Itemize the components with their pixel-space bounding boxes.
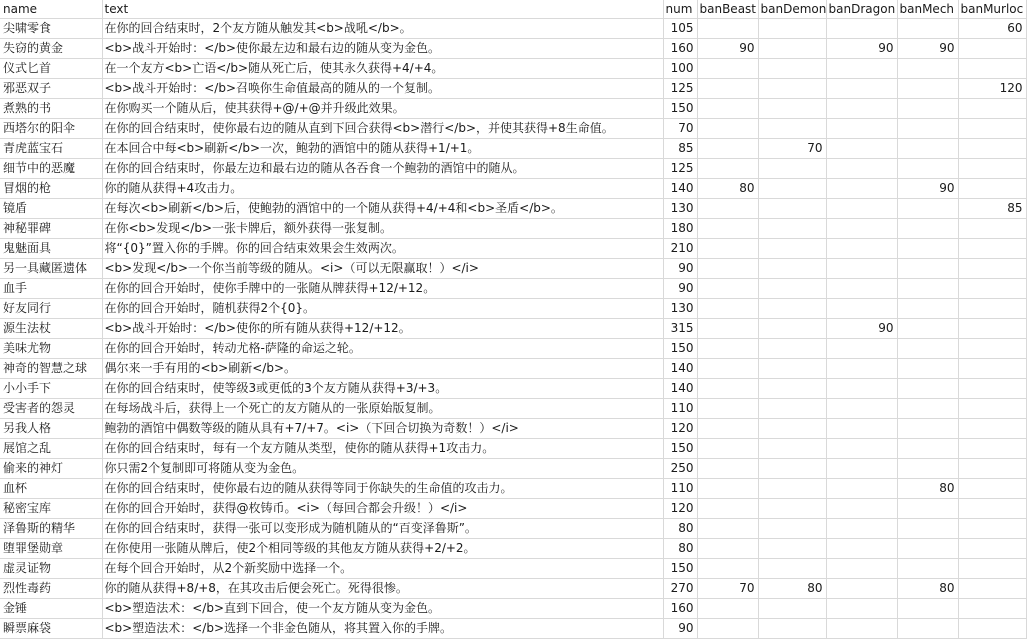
ban-dragon-cell[interactable] xyxy=(826,99,897,119)
name-cell[interactable]: 金锤 xyxy=(0,599,102,619)
ban-beast-cell[interactable] xyxy=(697,519,758,539)
text-cell[interactable]: 将“{0}”置入你的手牌。你的回合结束效果会生效两次。 xyxy=(102,239,663,259)
ban-mech-cell[interactable] xyxy=(897,339,958,359)
ban-demon-cell[interactable] xyxy=(758,19,826,39)
ban-demon-cell[interactable] xyxy=(758,459,826,479)
ban-demon-cell[interactable] xyxy=(758,59,826,79)
ban-murloc-cell[interactable] xyxy=(958,359,1026,379)
ban-dragon-cell[interactable] xyxy=(826,259,897,279)
ban-demon-cell[interactable] xyxy=(758,319,826,339)
table-row xyxy=(0,339,1026,359)
ban-demon-cell[interactable] xyxy=(758,439,826,459)
ban-murloc-cell[interactable] xyxy=(958,119,1026,139)
ban-mech-cell[interactable] xyxy=(897,159,958,179)
ban-demon-cell[interactable] xyxy=(758,619,826,639)
ban-beast-cell[interactable] xyxy=(697,339,758,359)
text-cell[interactable]: 在你<b>发现</b>一张卡牌后，额外获得一张复制。 xyxy=(102,219,663,239)
ban-beast-cell[interactable] xyxy=(697,599,758,619)
ban-murloc-cell[interactable] xyxy=(958,379,1026,399)
name-cell[interactable]: 堕罪堡勋章 xyxy=(0,539,102,559)
ban-beast-cell[interactable] xyxy=(697,359,758,379)
text-cell[interactable]: 你的随从获得+8/+8，在其攻击后便会死亡。死得很惨。 xyxy=(102,579,663,599)
ban-dragon-cell[interactable] xyxy=(826,439,897,459)
num-cell[interactable]: 150 xyxy=(663,339,697,359)
name-cell[interactable]: 血手 xyxy=(0,279,102,299)
ban-dragon-cell[interactable] xyxy=(826,399,897,419)
ban-demon-cell[interactable] xyxy=(758,279,826,299)
table-row xyxy=(0,479,1026,499)
ban-demon-cell[interactable] xyxy=(758,99,826,119)
ban-murloc-cell[interactable] xyxy=(958,39,1026,59)
ban-dragon-cell[interactable] xyxy=(826,459,897,479)
ban-dragon-cell[interactable] xyxy=(826,19,897,39)
num-cell[interactable]: 90 xyxy=(663,279,697,299)
text-cell[interactable]: 在你购买一个随从后，使其获得+@/+@并升级此效果。 xyxy=(102,99,663,119)
ban-beast-cell[interactable] xyxy=(697,199,758,219)
ban-beast-cell[interactable] xyxy=(697,259,758,279)
name-cell[interactable]: 小小手下 xyxy=(0,379,102,399)
ban-murloc-cell[interactable] xyxy=(958,499,1026,519)
name-cell[interactable]: 偷来的神灯 xyxy=(0,459,102,479)
name-cell[interactable]: 鬼魅面具 xyxy=(0,239,102,259)
name-cell[interactable]: 虚灵证物 xyxy=(0,559,102,579)
num-cell[interactable]: 90 xyxy=(663,259,697,279)
ban-beast-cell[interactable] xyxy=(697,59,758,79)
ban-beast-cell[interactable] xyxy=(697,459,758,479)
text-cell[interactable]: 偶尔来一手有用的<b>刷新</b>。 xyxy=(102,359,663,379)
text-cell[interactable]: 在你的回合结束时，获得一张可以变形成为随机随从的“百变泽鲁斯”。 xyxy=(102,519,663,539)
text-cell[interactable]: 在你的回合结束时，使你最右边的随从直到下回合获得<b>潜行</b>，并使其获得+8生命值。 xyxy=(102,119,663,139)
ban-murloc-cell[interactable] xyxy=(958,299,1026,319)
table-row xyxy=(0,19,1026,39)
ban-murloc-cell[interactable]: 120 xyxy=(958,79,1026,99)
ban-dragon-cell[interactable]: 90 xyxy=(826,39,897,59)
table-row xyxy=(0,439,1026,459)
ban-dragon-cell[interactable] xyxy=(826,299,897,319)
ban-beast-cell[interactable]: 80 xyxy=(697,179,758,199)
ban-murloc-cell[interactable] xyxy=(958,479,1026,499)
ban-mech-cell[interactable] xyxy=(897,399,958,419)
num-cell[interactable]: 250 xyxy=(663,459,697,479)
ban-demon-cell[interactable] xyxy=(758,419,826,439)
table-row xyxy=(0,179,1026,199)
ban-dragon-cell[interactable] xyxy=(826,219,897,239)
num-cell[interactable]: 315 xyxy=(663,319,697,339)
num-cell[interactable]: 125 xyxy=(663,159,697,179)
column-header[interactable]: banBeast xyxy=(697,0,758,19)
ban-mech-cell[interactable]: 80 xyxy=(897,479,958,499)
ban-murloc-cell[interactable] xyxy=(958,579,1026,599)
name-cell[interactable]: 青虎蓝宝石 xyxy=(0,139,102,159)
column-header[interactable]: text xyxy=(102,0,663,19)
ban-dragon-cell[interactable]: 90 xyxy=(826,319,897,339)
table-row xyxy=(0,419,1026,439)
column-header[interactable]: banMech xyxy=(897,0,958,19)
ban-dragon-cell[interactable] xyxy=(826,159,897,179)
name-cell[interactable]: 美味尤物 xyxy=(0,339,102,359)
table-row xyxy=(0,539,1026,559)
text-cell[interactable]: 在每次<b>刷新</b>后，使鲍勃的酒馆中的一个随从获得+4/+4和<b>圣盾</b>。 xyxy=(102,199,663,219)
table-row xyxy=(0,279,1026,299)
ban-murloc-cell[interactable] xyxy=(958,99,1026,119)
name-cell[interactable]: 源生法杖 xyxy=(0,319,102,339)
ban-mech-cell[interactable]: 90 xyxy=(897,39,958,59)
ban-dragon-cell[interactable] xyxy=(826,519,897,539)
ban-beast-cell[interactable] xyxy=(697,379,758,399)
num-cell[interactable]: 150 xyxy=(663,439,697,459)
table-row xyxy=(0,519,1026,539)
ban-demon-cell[interactable] xyxy=(758,119,826,139)
ban-dragon-cell[interactable] xyxy=(826,59,897,79)
ban-demon-cell[interactable] xyxy=(758,539,826,559)
ban-murloc-cell[interactable] xyxy=(958,459,1026,479)
table-row xyxy=(0,619,1026,639)
ban-murloc-cell[interactable] xyxy=(958,619,1026,639)
name-cell[interactable]: 血杯 xyxy=(0,479,102,499)
table-row xyxy=(0,239,1026,259)
ban-murloc-cell[interactable] xyxy=(958,559,1026,579)
column-header[interactable]: banDragon xyxy=(826,0,897,19)
name-cell[interactable]: 尖啸零食 xyxy=(0,19,102,39)
text-cell[interactable]: 在你的回合结束时，你最左边和最右边的随从各吞食一个鲍勃的酒馆中的随从。 xyxy=(102,159,663,179)
ban-mech-cell[interactable] xyxy=(897,459,958,479)
ban-mech-cell[interactable] xyxy=(897,139,958,159)
table-row xyxy=(0,99,1026,119)
column-header[interactable]: banMurloc xyxy=(958,0,1026,19)
name-cell[interactable]: 好友同行 xyxy=(0,299,102,319)
ban-mech-cell[interactable] xyxy=(897,559,958,579)
ban-beast-cell[interactable] xyxy=(697,299,758,319)
ban-mech-cell[interactable] xyxy=(897,239,958,259)
num-cell[interactable]: 130 xyxy=(663,199,697,219)
ban-dragon-cell[interactable] xyxy=(826,79,897,99)
text-cell[interactable]: 在你的回合结束时，使你最右边的随从获得等同于你缺失的生命值的攻击力。 xyxy=(102,479,663,499)
ban-demon-cell[interactable] xyxy=(758,179,826,199)
text-cell[interactable]: 在一个友方<b>亡语</b>随从死亡后，使其永久获得+4/+4。 xyxy=(102,59,663,79)
table-row xyxy=(0,299,1026,319)
name-cell[interactable]: 仪式匕首 xyxy=(0,59,102,79)
num-cell[interactable]: 150 xyxy=(663,99,697,119)
ban-demon-cell[interactable] xyxy=(758,399,826,419)
ban-beast-cell[interactable] xyxy=(697,619,758,639)
ban-demon-cell[interactable] xyxy=(758,479,826,499)
ban-demon-cell[interactable] xyxy=(758,39,826,59)
ban-demon-cell[interactable] xyxy=(758,199,826,219)
table-row xyxy=(0,399,1026,419)
ban-demon-cell[interactable] xyxy=(758,599,826,619)
ban-beast-cell[interactable] xyxy=(697,539,758,559)
text-cell[interactable]: 在你的回合开始时，转动尤格-萨隆的命运之轮。 xyxy=(102,339,663,359)
num-cell[interactable]: 120 xyxy=(663,419,697,439)
name-cell[interactable]: 烈性毒药 xyxy=(0,579,102,599)
ban-dragon-cell[interactable] xyxy=(826,139,897,159)
name-cell[interactable]: 神奇的智慧之球 xyxy=(0,359,102,379)
ban-murloc-cell[interactable] xyxy=(958,159,1026,179)
num-cell[interactable]: 90 xyxy=(663,619,697,639)
ban-murloc-cell[interactable] xyxy=(958,319,1026,339)
table-row xyxy=(0,159,1026,179)
column-header[interactable]: banDemon xyxy=(758,0,826,19)
ban-murloc-cell[interactable]: 85 xyxy=(958,199,1026,219)
ban-beast-cell[interactable] xyxy=(697,559,758,579)
table-row xyxy=(0,259,1026,279)
ban-murloc-cell[interactable] xyxy=(958,279,1026,299)
num-cell[interactable]: 210 xyxy=(663,239,697,259)
ban-dragon-cell[interactable] xyxy=(826,379,897,399)
ban-beast-cell[interactable]: 90 xyxy=(697,39,758,59)
ban-murloc-cell[interactable] xyxy=(958,519,1026,539)
ban-dragon-cell[interactable] xyxy=(826,559,897,579)
text-cell[interactable]: 在你的回合结束时，使等级3或更低的3个友方随从获得+3/+3。 xyxy=(102,379,663,399)
table-row xyxy=(0,559,1026,579)
ban-mech-cell[interactable] xyxy=(897,259,958,279)
name-cell[interactable]: 受害者的怨灵 xyxy=(0,399,102,419)
ban-beast-cell[interactable] xyxy=(697,499,758,519)
ban-demon-cell[interactable] xyxy=(758,299,826,319)
ban-beast-cell[interactable] xyxy=(697,19,758,39)
ban-demon-cell[interactable] xyxy=(758,499,826,519)
text-cell[interactable]: 你只需2个复制即可将随从变为金色。 xyxy=(102,459,663,479)
name-cell[interactable]: 泽鲁斯的精华 xyxy=(0,519,102,539)
ban-beast-cell[interactable] xyxy=(697,239,758,259)
ban-mech-cell[interactable]: 80 xyxy=(897,579,958,599)
ban-dragon-cell[interactable] xyxy=(826,199,897,219)
ban-demon-cell[interactable]: 70 xyxy=(758,139,826,159)
text-cell[interactable]: <b>战斗开始时：</b>使你最左边和最右边的随从变为金色。 xyxy=(102,39,663,59)
ban-murloc-cell[interactable] xyxy=(958,399,1026,419)
ban-beast-cell[interactable] xyxy=(697,119,758,139)
ban-murloc-cell[interactable] xyxy=(958,439,1026,459)
text-cell[interactable]: 在每个回合开始时，从2个新奖励中选择一个。 xyxy=(102,559,663,579)
ban-dragon-cell[interactable] xyxy=(826,579,897,599)
text-cell[interactable]: <b>战斗开始时：</b>使你的所有随从获得+12/+12。 xyxy=(102,319,663,339)
name-cell[interactable]: 另我人格 xyxy=(0,419,102,439)
ban-demon-cell[interactable] xyxy=(758,519,826,539)
text-cell[interactable]: 在你的回合开始时，获得@枚铸币。<i>（每回合都会升级！）</i> xyxy=(102,499,663,519)
ban-murloc-cell[interactable] xyxy=(958,59,1026,79)
ban-mech-cell[interactable] xyxy=(897,219,958,239)
num-cell[interactable]: 110 xyxy=(663,399,697,419)
ban-dragon-cell[interactable] xyxy=(826,619,897,639)
ban-dragon-cell[interactable] xyxy=(826,279,897,299)
ban-demon-cell[interactable] xyxy=(758,359,826,379)
ban-mech-cell[interactable] xyxy=(897,79,958,99)
text-cell[interactable]: 在你使用一张随从牌后，使2个相同等级的其他友方随从获得+2/+2。 xyxy=(102,539,663,559)
ban-murloc-cell[interactable] xyxy=(958,419,1026,439)
num-cell[interactable]: 160 xyxy=(663,39,697,59)
table-row xyxy=(0,59,1026,79)
ban-mech-cell[interactable] xyxy=(897,319,958,339)
text-cell[interactable]: 在你的回合结束时，2个友方随从触发其<b>战吼</b>。 xyxy=(102,19,663,39)
ban-dragon-cell[interactable] xyxy=(826,599,897,619)
num-cell[interactable]: 120 xyxy=(663,499,697,519)
ban-murloc-cell[interactable] xyxy=(958,539,1026,559)
ban-murloc-cell[interactable] xyxy=(958,139,1026,159)
text-cell[interactable]: <b>塑造法术：</b>直到下回合，使一个友方随从变为金色。 xyxy=(102,599,663,619)
ban-mech-cell[interactable] xyxy=(897,619,958,639)
ban-mech-cell[interactable] xyxy=(897,279,958,299)
ban-beast-cell[interactable] xyxy=(697,79,758,99)
ban-mech-cell[interactable] xyxy=(897,599,958,619)
ban-beast-cell[interactable] xyxy=(697,139,758,159)
text-cell[interactable]: <b>塑造法术：</b>选择一个非金色随从，将其置入你的手牌。 xyxy=(102,619,663,639)
ban-beast-cell[interactable] xyxy=(697,159,758,179)
text-cell[interactable]: 鲍勃的酒馆中偶数等级的随从具有+7/+7。<i>（下回合切换为奇数！）</i> xyxy=(102,419,663,439)
name-cell[interactable]: 展馆之乱 xyxy=(0,439,102,459)
num-cell[interactable]: 105 xyxy=(663,19,697,39)
text-cell[interactable]: 在每场战斗后，获得上一个死亡的友方随从的一张原始版复制。 xyxy=(102,399,663,419)
name-cell[interactable]: 西塔尔的阳伞 xyxy=(0,119,102,139)
ban-beast-cell[interactable] xyxy=(697,439,758,459)
text-cell[interactable]: 你的随从获得+4攻击力。 xyxy=(102,179,663,199)
ban-mech-cell[interactable]: 90 xyxy=(897,179,958,199)
table-row xyxy=(0,79,1026,99)
text-cell[interactable]: 在本回合中每<b>刷新</b>一次，鲍勃的酒馆中的随从获得+1/+1。 xyxy=(102,139,663,159)
name-cell[interactable]: 失窃的黄金 xyxy=(0,39,102,59)
table-row xyxy=(0,459,1026,479)
ban-beast-cell[interactable] xyxy=(697,219,758,239)
table-row xyxy=(0,39,1026,59)
num-cell[interactable]: 180 xyxy=(663,219,697,239)
ban-mech-cell[interactable] xyxy=(897,199,958,219)
num-cell[interactable]: 80 xyxy=(663,519,697,539)
ban-dragon-cell[interactable] xyxy=(826,539,897,559)
ban-demon-cell[interactable] xyxy=(758,159,826,179)
ban-dragon-cell[interactable] xyxy=(826,499,897,519)
text-cell[interactable]: 在你的回合开始时，使你手牌中的一张随从牌获得+12/+12。 xyxy=(102,279,663,299)
ban-beast-cell[interactable] xyxy=(697,479,758,499)
ban-mech-cell[interactable] xyxy=(897,19,958,39)
num-cell[interactable]: 100 xyxy=(663,59,697,79)
ban-beast-cell[interactable] xyxy=(697,399,758,419)
ban-dragon-cell[interactable] xyxy=(826,359,897,379)
ban-demon-cell[interactable] xyxy=(758,259,826,279)
ban-murloc-cell[interactable] xyxy=(958,219,1026,239)
ban-demon-cell[interactable] xyxy=(758,219,826,239)
num-cell[interactable]: 140 xyxy=(663,179,697,199)
name-cell[interactable]: 镜盾 xyxy=(0,199,102,219)
num-cell[interactable]: 150 xyxy=(663,559,697,579)
ban-mech-cell[interactable] xyxy=(897,439,958,459)
ban-murloc-cell[interactable]: 60 xyxy=(958,19,1026,39)
name-cell[interactable]: 煮熟的书 xyxy=(0,99,102,119)
ban-beast-cell[interactable] xyxy=(697,419,758,439)
ban-mech-cell[interactable] xyxy=(897,99,958,119)
column-header[interactable]: num xyxy=(663,0,697,19)
name-cell[interactable]: 冒烟的枪 xyxy=(0,179,102,199)
text-cell[interactable]: <b>战斗开始时：</b>召唤你生命值最高的随从的一个复制。 xyxy=(102,79,663,99)
ban-demon-cell[interactable] xyxy=(758,239,826,259)
num-cell[interactable]: 80 xyxy=(663,539,697,559)
num-cell[interactable]: 270 xyxy=(663,579,697,599)
ban-mech-cell[interactable] xyxy=(897,519,958,539)
name-cell[interactable]: 秘密宝库 xyxy=(0,499,102,519)
ban-demon-cell[interactable] xyxy=(758,379,826,399)
ban-dragon-cell[interactable] xyxy=(826,339,897,359)
table-row xyxy=(0,219,1026,239)
ban-mech-cell[interactable] xyxy=(897,499,958,519)
name-cell[interactable]: 瞬票麻袋 xyxy=(0,619,102,639)
ban-mech-cell[interactable] xyxy=(897,119,958,139)
num-cell[interactable]: 140 xyxy=(663,359,697,379)
text-cell[interactable]: <b>发现</b>一个你当前等级的随从。<i>（可以无限赢取！）</i> xyxy=(102,259,663,279)
table-row xyxy=(0,119,1026,139)
ban-murloc-cell[interactable] xyxy=(958,599,1026,619)
table-row xyxy=(0,199,1026,219)
ban-murloc-cell[interactable] xyxy=(958,179,1026,199)
ban-beast-cell[interactable]: 70 xyxy=(697,579,758,599)
ban-beast-cell[interactable] xyxy=(697,99,758,119)
num-cell[interactable]: 110 xyxy=(663,479,697,499)
num-cell[interactable]: 125 xyxy=(663,79,697,99)
text-cell[interactable]: 在你的回合开始时，随机获得2个{0}。 xyxy=(102,299,663,319)
table-row xyxy=(0,579,1026,599)
ban-demon-cell[interactable] xyxy=(758,559,826,579)
table-row xyxy=(0,499,1026,519)
column-header[interactable]: name xyxy=(0,0,102,19)
num-cell[interactable]: 70 xyxy=(663,119,697,139)
name-cell[interactable]: 另一具藏匿遗体 xyxy=(0,259,102,279)
ban-mech-cell[interactable] xyxy=(897,359,958,379)
num-cell[interactable]: 140 xyxy=(663,379,697,399)
ban-mech-cell[interactable] xyxy=(897,539,958,559)
ban-beast-cell[interactable] xyxy=(697,319,758,339)
name-cell[interactable]: 神秘罪碑 xyxy=(0,219,102,239)
name-cell[interactable]: 细节中的恶魔 xyxy=(0,159,102,179)
table-row xyxy=(0,139,1026,159)
ban-demon-cell[interactable] xyxy=(758,79,826,99)
table-row xyxy=(0,599,1026,619)
ban-murloc-cell[interactable] xyxy=(958,239,1026,259)
name-cell[interactable]: 邪恶双子 xyxy=(0,79,102,99)
ban-mech-cell[interactable] xyxy=(897,299,958,319)
ban-murloc-cell[interactable] xyxy=(958,339,1026,359)
ban-murloc-cell[interactable] xyxy=(958,259,1026,279)
ban-dragon-cell[interactable] xyxy=(826,239,897,259)
ban-mech-cell[interactable] xyxy=(897,379,958,399)
table-row xyxy=(0,379,1026,399)
ban-demon-cell[interactable] xyxy=(758,339,826,359)
text-cell[interactable]: 在你的回合结束时，每有一个友方随从类型，使你的随从获得+1攻击力。 xyxy=(102,439,663,459)
num-cell[interactable]: 85 xyxy=(663,139,697,159)
table-row xyxy=(0,359,1026,379)
table-row xyxy=(0,319,1026,339)
num-cell[interactable]: 130 xyxy=(663,299,697,319)
ban-mech-cell[interactable] xyxy=(897,419,958,439)
ban-dragon-cell[interactable] xyxy=(826,479,897,499)
ban-beast-cell[interactable] xyxy=(697,279,758,299)
num-cell[interactable]: 160 xyxy=(663,599,697,619)
ban-dragon-cell[interactable] xyxy=(826,179,897,199)
ban-dragon-cell[interactable] xyxy=(826,419,897,439)
ban-dragon-cell[interactable] xyxy=(826,119,897,139)
ban-mech-cell[interactable] xyxy=(897,59,958,79)
header-row xyxy=(0,0,1026,19)
ban-demon-cell[interactable]: 80 xyxy=(758,579,826,599)
